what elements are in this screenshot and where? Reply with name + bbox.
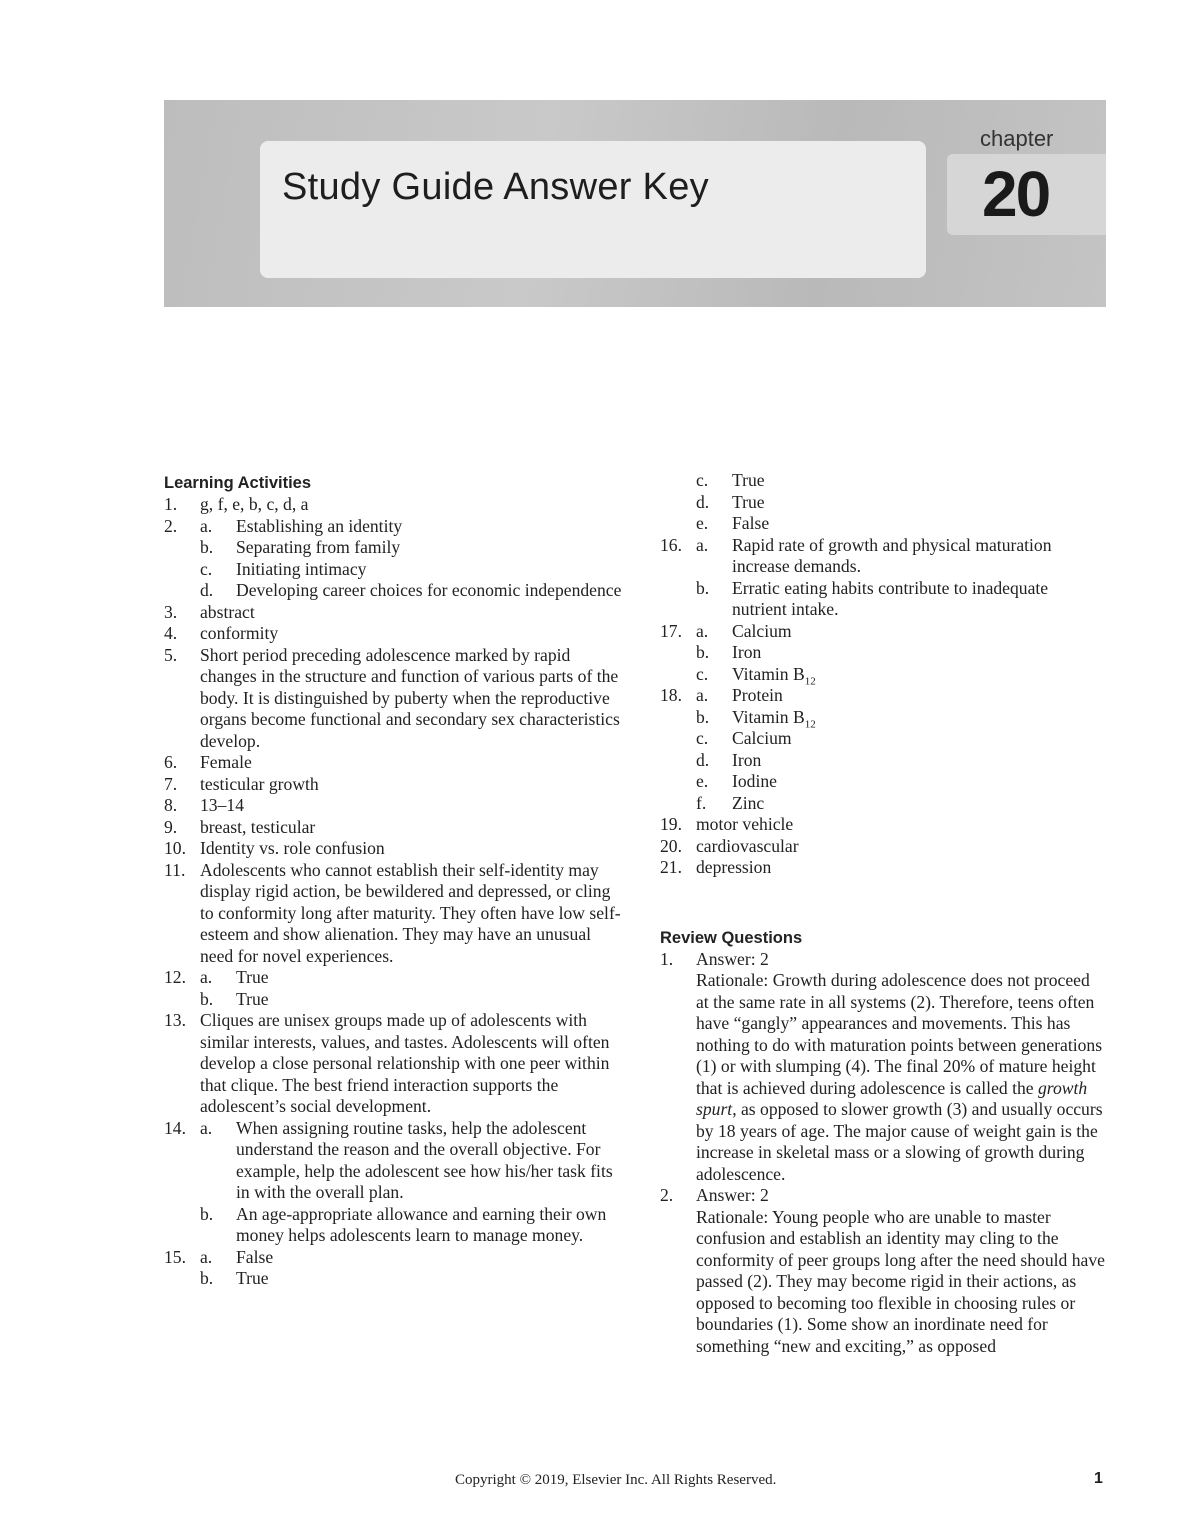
item-text: motor vehicle xyxy=(696,814,794,834)
list-item xyxy=(164,967,624,1010)
sub-item xyxy=(696,707,1106,729)
sub-letter: c. xyxy=(696,728,709,748)
copyright-footer: Copyright © 2019, Elsevier Inc. All Rights Reserved. xyxy=(455,1472,777,1488)
sub-item xyxy=(696,728,1106,750)
sub-text: Rapid rate of growth and physical maturation increase demands. xyxy=(732,534,1052,576)
item-number: 1. xyxy=(164,494,178,514)
item-number: 14. xyxy=(164,1117,186,1138)
sub-item xyxy=(696,621,1106,643)
sub-text: Calcium xyxy=(732,620,792,641)
list-item xyxy=(660,470,1106,535)
answer-text: Answer: 2 xyxy=(696,948,769,969)
review-questions-heading: Review Questions xyxy=(660,928,803,947)
list-item xyxy=(164,1247,624,1290)
item-number xyxy=(660,470,696,535)
item-text: abstract xyxy=(200,601,255,622)
learning-activities-heading: Learning Activities xyxy=(164,474,312,492)
item-number: 6. xyxy=(164,752,178,772)
sub-letter: b. xyxy=(696,577,710,598)
sub-text: Iron xyxy=(732,749,762,770)
list-item xyxy=(660,621,1106,686)
list-item xyxy=(164,860,624,968)
sub-letter: a. xyxy=(696,534,709,555)
sub-letter: a. xyxy=(200,515,213,536)
item-number: 8. xyxy=(164,795,178,815)
sub-letter: b. xyxy=(200,1268,214,1288)
sub-text: Initiating intimacy xyxy=(236,558,367,579)
item-text: breast, testicular xyxy=(200,816,316,837)
list-item xyxy=(660,949,1106,1186)
item-number: 16. xyxy=(660,534,682,555)
item-text: Adolescents who cannot establish their self-identity may display rigid action, be bewildered and depressed, or cling to conformity long after maturity. They often have low self-esteem and show alienation. They may have an unusual need for novel experiences. xyxy=(200,859,621,966)
sub-letter: d. xyxy=(696,749,710,770)
left-column xyxy=(164,472,624,1290)
sub-item xyxy=(200,1268,624,1290)
item-number: 13. xyxy=(164,1010,186,1030)
item-number: 18. xyxy=(660,685,682,705)
item-text: Female xyxy=(200,752,252,772)
list-item xyxy=(164,494,624,516)
sub-text: False xyxy=(732,513,770,533)
sub-item xyxy=(696,535,1106,578)
item-text: g, f, e, b, c, d, a xyxy=(200,494,309,514)
sub-letter: f. xyxy=(696,792,707,813)
sub-letter: b. xyxy=(200,537,214,557)
item-number: 10. xyxy=(164,838,186,858)
item-number: 2. xyxy=(164,515,178,536)
sub-text: Erratic eating habits contribute to inadequate nutrient intake. xyxy=(732,577,1049,619)
item-text: depression xyxy=(696,857,772,877)
sub-item xyxy=(696,492,1106,514)
item-text: cardiovascular xyxy=(696,835,799,856)
sub-item xyxy=(696,578,1106,621)
answer-text: Answer: 2 xyxy=(696,1185,769,1205)
item-text: Cliques are unisex groups made up of adolescents with similar interests, values, and tastes. Adolescents will often develop a close personal relationship with one peer within that clique. The best friend interaction supports the adolescent’s social development. xyxy=(200,1010,610,1116)
item-number: 19. xyxy=(660,814,682,834)
list-item xyxy=(660,857,1106,879)
sub-letter: b. xyxy=(696,706,710,727)
list-item xyxy=(164,645,624,753)
list-item xyxy=(164,1010,624,1118)
sub-text: Iron xyxy=(732,642,762,662)
sub-letter: b. xyxy=(200,1203,214,1224)
list-item xyxy=(660,1185,1106,1357)
right-column xyxy=(660,470,1106,1357)
sub-text: When assigning routine tasks, help the adolescent understand the reason and the overall objective. For example, help the adolescent see how his/her task fits in with the overall plan. xyxy=(236,1117,613,1202)
sub-item xyxy=(696,685,1106,707)
list-item xyxy=(164,516,624,602)
rationale-text: Rationale: Young people who are unable to master confusion and establish an identity may cling to the conformity of peer groups long after the need should have passed (2). They may become rigid in their actions, as opposed to becoming too flexible in choosing rules or boundaries (1). Some show an inordinate need for something “new and exciting,” as opposed xyxy=(696,1206,1105,1356)
sub-letter: a. xyxy=(200,1117,213,1138)
sub-item xyxy=(696,664,1106,686)
page-title: Study Guide Answer Key xyxy=(282,166,709,208)
sub-item xyxy=(200,989,624,1011)
sub-item xyxy=(200,559,624,581)
list-item xyxy=(164,1118,624,1247)
sub-item xyxy=(696,771,1106,793)
sub-letter: b. xyxy=(200,988,214,1009)
sub-text: An age-appropriate allowance and earning their own money helps adolescents learn to manage money. xyxy=(236,1203,607,1245)
item-number: 5. xyxy=(164,644,178,665)
sub-text: Vitamin $B_{12}$ xyxy=(732,663,816,688)
sub-text: Establishing an identity xyxy=(236,515,403,536)
sub-text: True xyxy=(732,491,765,512)
sub-text: Vitamin $B_{12}$ xyxy=(732,706,816,731)
page-number: 1 xyxy=(1094,1470,1103,1487)
sub-text: True xyxy=(236,988,269,1009)
rationale-text: Rationale: Growth during adolescence does not proceed at the same rate in all systems (2). Therefore, teens often have “gangly” appearances and movements. This has nothing to do with maturation points between generations (1) or with slumping (4). The final 20% of mature height that is achieved during adolescence is called the growth spurt, as opposed to slower growth (3) and usually occurs by 18 years of age. The major cause of weight gain is the increase in skeletal mass or a slowing of growth during adolescence. xyxy=(696,970,1103,1184)
item-number: 9. xyxy=(164,816,178,837)
sub-text: False xyxy=(236,1246,274,1267)
sub-item xyxy=(200,516,624,538)
title-box xyxy=(260,141,926,278)
question-number: 1. xyxy=(660,948,674,969)
item-number: 7. xyxy=(164,773,178,794)
sub-text: Iodine xyxy=(732,771,777,791)
list-item xyxy=(164,838,624,860)
list-item xyxy=(164,623,624,645)
sub-letter: c. xyxy=(696,470,709,490)
sub-letter: a. xyxy=(200,1246,213,1267)
list-item xyxy=(164,817,624,839)
sub-letter: a. xyxy=(200,967,213,987)
emphasis: growth spurt xyxy=(696,1077,1088,1119)
sub-item xyxy=(696,642,1106,664)
chapter-label: chapter xyxy=(980,126,1054,151)
item-number: 17. xyxy=(660,620,682,641)
sub-text: True xyxy=(236,967,269,987)
sub-letter: d. xyxy=(200,580,214,600)
sub-text: Separating from family xyxy=(236,537,401,557)
sub-item xyxy=(200,537,624,559)
sub-letter: c. xyxy=(200,558,213,579)
sub-item xyxy=(200,1118,624,1204)
item-text: testicular growth xyxy=(200,773,319,794)
sub-item xyxy=(696,513,1106,535)
sub-letter: d. xyxy=(696,491,710,512)
sub-item xyxy=(696,470,1106,492)
item-number: 4. xyxy=(164,623,178,643)
item-number: 21. xyxy=(660,857,682,877)
question-number: 2. xyxy=(660,1185,674,1205)
subscript: 12 xyxy=(804,718,816,731)
list-item xyxy=(660,535,1106,621)
sub-letter: a. xyxy=(696,685,709,705)
sub-item xyxy=(696,793,1106,815)
sub-text: True xyxy=(732,470,765,490)
sub-letter: b. xyxy=(696,642,710,662)
subscript: 12 xyxy=(804,675,816,688)
item-number: 11. xyxy=(164,859,186,880)
sub-letter: a. xyxy=(696,620,709,641)
item-text: conformity xyxy=(200,623,279,643)
list-item xyxy=(164,774,624,796)
item-number: 12. xyxy=(164,967,186,987)
item-number: 20. xyxy=(660,835,682,856)
sub-text: Developing career choices for economic independence xyxy=(236,580,622,600)
item-number: 15. xyxy=(164,1246,186,1267)
list-item xyxy=(660,836,1106,858)
list-item xyxy=(164,752,624,774)
chapter-number: 20 xyxy=(982,158,1050,230)
sub-item xyxy=(696,750,1106,772)
list-item xyxy=(164,795,624,817)
list-item xyxy=(660,685,1106,814)
sub-letter: c. xyxy=(696,663,709,684)
item-text: Short period preceding adolescence marked by rapid changes in the structure and function of various parts of the body. It is distinguished by puberty when the reproductive organs become functional and secondary sex characteristics develop. xyxy=(200,644,620,751)
sub-item xyxy=(200,1247,624,1269)
list-item xyxy=(660,814,1106,836)
sub-item xyxy=(200,1204,624,1247)
item-number: 3. xyxy=(164,601,178,622)
item-text: Identity vs. role confusion xyxy=(200,838,385,858)
sub-item xyxy=(200,580,624,602)
sub-text: Protein xyxy=(732,685,783,705)
sub-text: Zinc xyxy=(732,792,765,813)
sub-letter: e. xyxy=(696,771,709,791)
sub-letter: e. xyxy=(696,513,709,533)
item-text: 13–14 xyxy=(200,795,244,815)
sub-item xyxy=(200,967,624,989)
sub-text: Calcium xyxy=(732,728,792,748)
list-item xyxy=(164,602,624,624)
sub-text: True xyxy=(236,1268,269,1288)
